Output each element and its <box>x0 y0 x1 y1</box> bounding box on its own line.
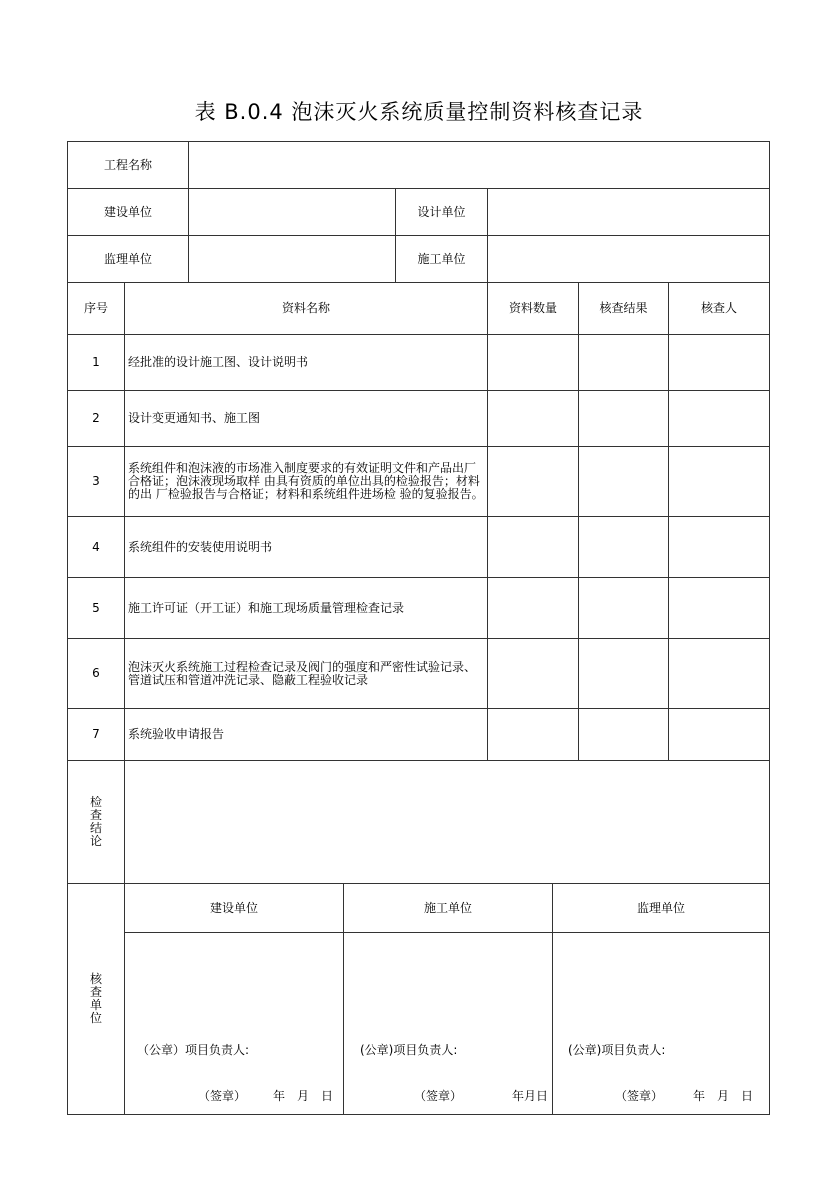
row-qty-field[interactable] <box>487 638 579 709</box>
row-checker-field[interactable] <box>668 390 770 447</box>
row-result-field[interactable] <box>578 577 669 639</box>
row-checker-field[interactable] <box>668 334 770 391</box>
row-qty-field[interactable] <box>487 577 579 639</box>
row-result-field[interactable] <box>578 516 669 578</box>
col-no: 序号 <box>67 282 125 335</box>
sign-person-0: （公章）项目负责人: <box>137 1043 250 1057</box>
col-qty: 资料数量 <box>487 282 579 335</box>
row-qty-field[interactable] <box>487 334 579 391</box>
conclusion-label <box>67 760 125 884</box>
row-name: 系统验收申请报告 <box>124 708 488 761</box>
row-no: 4 <box>67 516 125 578</box>
row-result-field[interactable] <box>578 638 669 709</box>
build-unit-field[interactable] <box>188 188 396 236</box>
row-result-field[interactable] <box>578 708 669 761</box>
row-no: 3 <box>67 446 125 517</box>
construct-unit-label: 施工单位 <box>395 235 488 283</box>
row-result-field[interactable] <box>578 334 669 391</box>
row-no: 5 <box>67 577 125 639</box>
sign-seal-2: （签章） <box>615 1089 664 1103</box>
check-units-label <box>67 883 125 1115</box>
row-name: 系统组件的安装使用说明书 <box>124 516 488 578</box>
sign-unit-2: 监理单位 <box>552 883 770 933</box>
sign-unit-0: 建设单位 <box>124 883 344 933</box>
row-name: 系统组件和泡沫液的市场准入制度要求的有效证明文件和产品出厂合格证；泡沫液现场取样 由具有资质的单位出具的检验报告；材料的出 厂检验报告与合格证；材料和系统组件进场检 验的复验报告。 <box>124 446 488 517</box>
build-unit-label: 建设单位 <box>67 188 189 236</box>
design-unit-label: 设计单位 <box>395 188 488 236</box>
construct-unit-field[interactable] <box>487 235 770 283</box>
design-unit-field[interactable] <box>487 188 770 236</box>
sign-person-2: (公章)项目负责人: <box>568 1043 666 1057</box>
sign-date-0: 年 月 日 <box>273 1089 334 1103</box>
check-units-label-text: 核查单位 <box>89 972 102 1025</box>
sign-seal-1: （签章） <box>414 1089 463 1103</box>
row-name: 经批准的设计施工图、设计说明书 <box>124 334 488 391</box>
conclusion-label-text: 检查结论 <box>89 795 102 848</box>
sign-date-1: 年月日 <box>512 1089 549 1103</box>
col-result: 核查结果 <box>578 282 669 335</box>
supervise-unit-label: 监理单位 <box>67 235 189 283</box>
col-checker: 核查人 <box>668 282 770 335</box>
row-no: 6 <box>67 638 125 709</box>
row-no: 2 <box>67 390 125 447</box>
row-name: 泡沫灭火系统施工过程检查记录及阀门的强度和严密性试验记录、管道试压和管道冲洗记录、隐蔽工程验收记录 <box>124 638 488 709</box>
row-checker-field[interactable] <box>668 577 770 639</box>
supervise-unit-field[interactable] <box>188 235 396 283</box>
page-title: 表 B.0.4 泡沫灭火系统质量控制资料核查记录 <box>194 100 644 124</box>
sign-date-2: 年 月 日 <box>693 1089 754 1103</box>
project-name-field[interactable] <box>188 141 770 189</box>
row-no: 7 <box>67 708 125 761</box>
row-checker-field[interactable] <box>668 708 770 761</box>
row-no: 1 <box>67 334 125 391</box>
row-qty-field[interactable] <box>487 516 579 578</box>
row-qty-field[interactable] <box>487 446 579 517</box>
row-checker-field[interactable] <box>668 638 770 709</box>
row-name: 施工许可证（开工证）和施工现场质量管理检查记录 <box>124 577 488 639</box>
sign-person-1: (公章)项目负责人: <box>360 1043 458 1057</box>
sign-unit-1: 施工单位 <box>343 883 553 933</box>
col-name: 资料名称 <box>124 282 488 335</box>
row-checker-field[interactable] <box>668 516 770 578</box>
row-checker-field[interactable] <box>668 446 770 517</box>
row-qty-field[interactable] <box>487 390 579 447</box>
row-name: 设计变更通知书、施工图 <box>124 390 488 447</box>
sign-seal-0: （签章） <box>198 1089 247 1103</box>
row-qty-field[interactable] <box>487 708 579 761</box>
row-result-field[interactable] <box>578 446 669 517</box>
project-name-label: 工程名称 <box>67 141 189 189</box>
conclusion-field[interactable] <box>124 760 770 884</box>
row-result-field[interactable] <box>578 390 669 447</box>
